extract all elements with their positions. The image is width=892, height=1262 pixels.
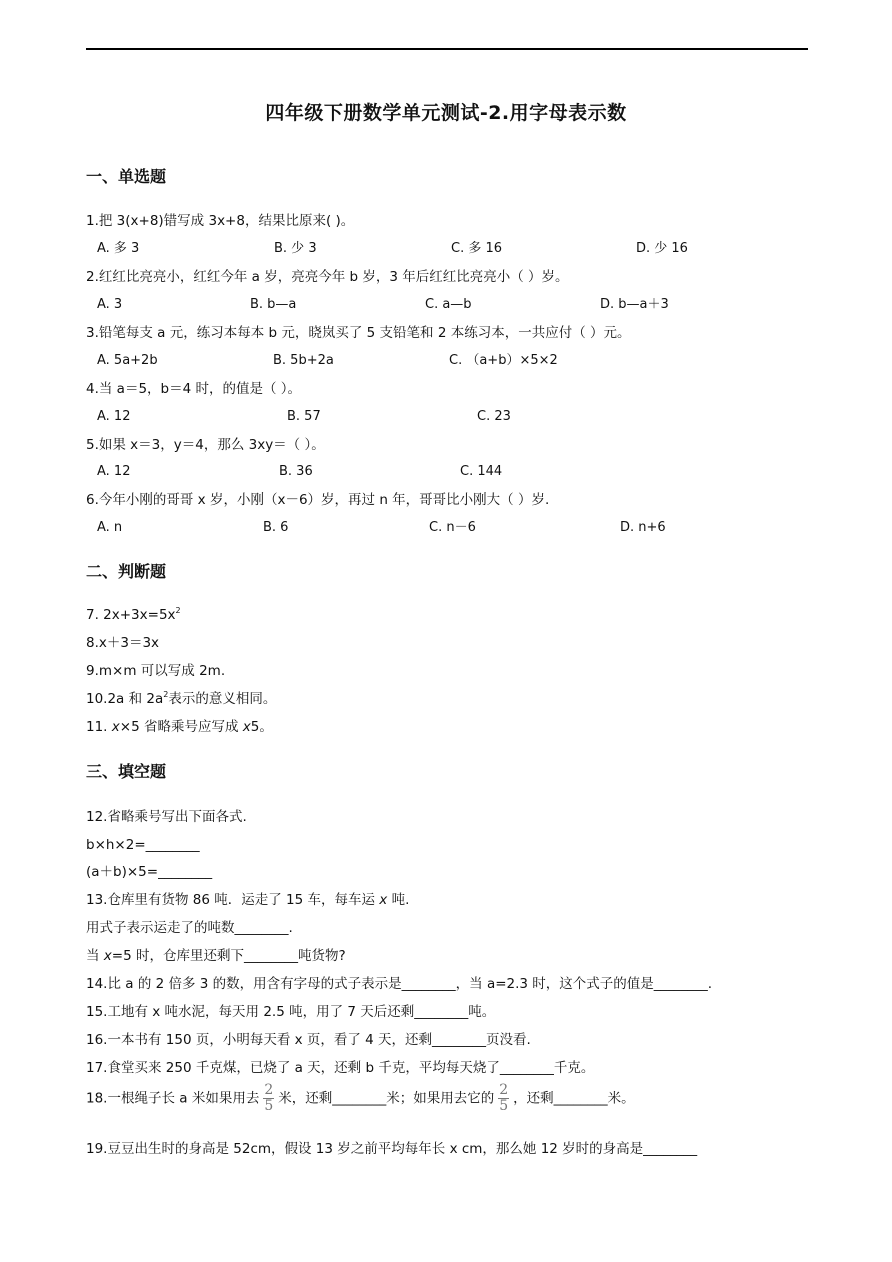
- section-heading-fill-blank: 三、填空题: [86, 762, 167, 781]
- section-heading-single-choice: 一、单选题: [86, 167, 167, 186]
- question-1-option-c[interactable]: C. 多 16: [451, 241, 503, 256]
- question-18: 18.一根绳子长 a 米如果用去 $\frac{2}{5}$ 米，还剩________米；如果用去它的 $\frac{2}{5}$ ，还剩________米。: [86, 1082, 635, 1114]
- fraction-two-fifths: $\frac{2}{5}$: [499, 1082, 509, 1114]
- question-5-option-a[interactable]: A. 12: [97, 464, 131, 479]
- question-7: 7. $2x+3x=5x^2$: [86, 606, 181, 623]
- question-2-option-d[interactable]: D. b—a＋3: [600, 297, 669, 312]
- section-heading-true-false: 二、判断题: [86, 562, 167, 581]
- question-6-option-c[interactable]: C. n－6: [429, 520, 476, 535]
- question-9: 9.m×m 可以写成 2m.: [86, 663, 226, 679]
- question-2-option-a[interactable]: A. 3: [97, 297, 123, 312]
- question-4-option-c[interactable]: C. 23: [477, 409, 511, 424]
- page-title: 四年级下册数学单元测试-2.用字母表示数: [265, 102, 627, 124]
- question-13-line-2: 用式子表示运走了的吨数________.: [86, 920, 293, 936]
- question-4-option-a[interactable]: A. 12: [97, 409, 131, 424]
- question-1-option-b[interactable]: B. 少 3: [274, 241, 317, 256]
- question-12-line-1: b×h×2=________: [86, 837, 200, 853]
- question-6-option-d[interactable]: D. n+6: [620, 520, 666, 535]
- question-3-stem: 3.铅笔每支 a 元，练习本每本 b 元，晓岚买了 5 支铅笔和 2 本练习本，一共应付（ ）元。: [86, 325, 631, 341]
- question-15: 15.工地有 x 吨水泥，每天用 2.5 吨，用了 7 天后还剩________吨。: [86, 1004, 496, 1020]
- question-14: 14.比 a 的 2 倍多 3 的数，用含有字母的式子表示是________，当 a=2.3 时，这个式子的值是________.: [86, 976, 713, 992]
- question-3-option-b[interactable]: B. 5b+2a: [273, 353, 334, 368]
- fraction-two-fifths: $\frac{2}{5}$: [264, 1082, 274, 1114]
- question-6-stem: 6.今年小刚的哥哥 x 岁，小刚（x－6）岁，再过 n 年，哥哥比小刚大（ ）岁.: [86, 492, 550, 508]
- question-2-option-b[interactable]: B. b—a: [250, 297, 297, 312]
- header-rule: [86, 48, 808, 50]
- question-1-stem: 1.把 3(x+8)错写成 3x+8，结果比原来( )。: [86, 213, 355, 229]
- question-8: 8.x＋3＝3x: [86, 635, 160, 651]
- question-3-option-c[interactable]: C. （a+b）×5×2: [449, 353, 558, 368]
- question-13-line-3: 当 x=5 时，仓库里还剩下________吨货物?: [86, 948, 346, 964]
- question-4-stem: 4.当 a＝5，b＝4 时，的值是（ ）。: [86, 381, 302, 397]
- question-3-option-a[interactable]: A. 5a+2b: [97, 353, 158, 368]
- question-10: 10.2a 和 $2a^2$表示的意义相同。: [86, 690, 277, 707]
- question-12-line-2: (a＋b)×5=________: [86, 864, 213, 880]
- question-13-stem: 13.仓库里有货物 86 吨．运走了 15 车，每车运 x 吨.: [86, 892, 410, 908]
- question-17: 17.食堂买来 250 千克煤，已烧了 a 天，还剩 b 千克，平均每天烧了________千克。: [86, 1060, 595, 1076]
- question-19: 19.豆豆出生时的身高是 52cm，假设 13 岁之前平均每年长 x cm，那么她 12 岁时的身高是________: [86, 1141, 698, 1157]
- question-12-stem: 12.省略乘号写出下面各式.: [86, 809, 247, 825]
- question-5-option-b[interactable]: B. 36: [279, 464, 313, 479]
- question-1-option-d[interactable]: D. 少 16: [636, 241, 688, 256]
- question-5-option-c[interactable]: C. 144: [460, 464, 503, 479]
- question-5-stem: 5.如果 x＝3，y＝4，那么 3xy＝（ ）。: [86, 437, 325, 453]
- question-16: 16.一本书有 150 页，小明每天看 x 页，看了 4 天，还剩________页没看.: [86, 1032, 531, 1048]
- question-2-stem: 2.红红比亮亮小，红红今年 a 岁，亮亮今年 b 岁，3 年后红红比亮亮小（ ）岁。: [86, 269, 569, 285]
- question-6-option-a[interactable]: A. n: [97, 520, 123, 535]
- question-11: 11. x×5 省略乘号应写成 x5。: [86, 719, 273, 735]
- question-6-option-b[interactable]: B. 6: [263, 520, 289, 535]
- question-2-option-c[interactable]: C. a—b: [425, 297, 472, 312]
- question-4-option-b[interactable]: B. 57: [287, 409, 321, 424]
- question-1-option-a[interactable]: A. 多 3: [97, 241, 140, 256]
